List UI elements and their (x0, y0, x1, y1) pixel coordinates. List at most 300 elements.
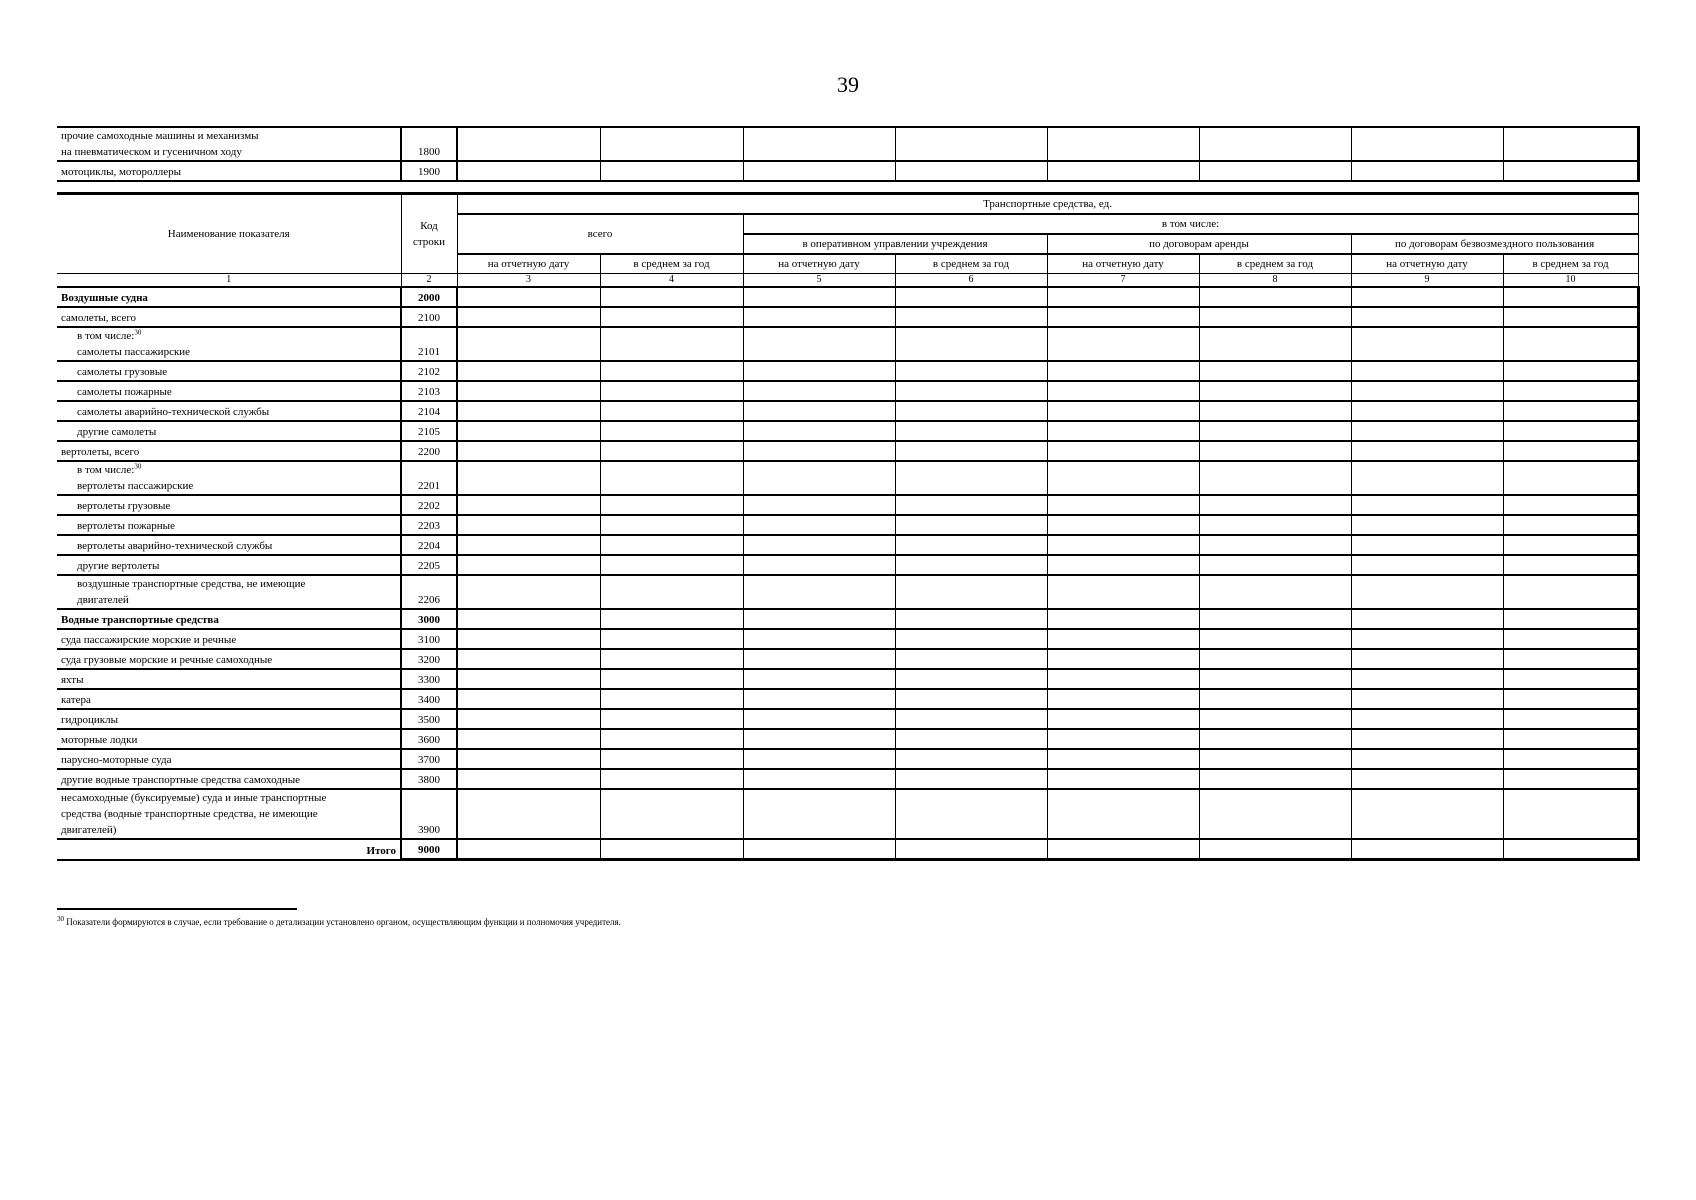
value-cell[interactable] (895, 769, 1047, 789)
table-row (57, 307, 1638, 327)
value-cell[interactable] (457, 609, 600, 629)
value-cell[interactable] (457, 461, 600, 495)
table-row (57, 689, 1638, 709)
value-cell[interactable] (457, 287, 600, 307)
value-cell[interactable] (895, 749, 1047, 769)
value-cell[interactable] (1199, 535, 1351, 555)
table-row (57, 161, 1638, 181)
value-cell[interactable] (457, 161, 600, 181)
value-cell[interactable] (600, 307, 743, 327)
value-cell[interactable] (1047, 441, 1199, 461)
value-cell[interactable] (743, 649, 895, 669)
value-cell[interactable] (600, 555, 743, 575)
value-cell[interactable] (1351, 361, 1503, 381)
value-cell[interactable] (743, 789, 895, 839)
footnote-mark: 30 (134, 328, 142, 337)
header-na-datu: на отчетную дату (1047, 254, 1199, 274)
value-cell[interactable] (895, 609, 1047, 629)
value-cell[interactable] (895, 689, 1047, 709)
value-cell[interactable] (600, 575, 743, 609)
row-name (57, 709, 401, 729)
row-code: 2103 (401, 381, 457, 401)
value-cell[interactable] (895, 515, 1047, 535)
value-cell[interactable] (1503, 535, 1638, 555)
row-name-text: катера (61, 694, 91, 706)
value-cell[interactable] (1199, 401, 1351, 421)
value-cell[interactable] (1503, 381, 1638, 401)
value-cell[interactable] (600, 629, 743, 649)
value-cell[interactable] (1047, 307, 1199, 327)
value-cell[interactable] (1047, 401, 1199, 421)
value-cell[interactable] (1199, 461, 1351, 495)
value-cell[interactable] (1351, 689, 1503, 709)
value-cell[interactable] (1047, 361, 1199, 381)
table-row (57, 515, 1638, 535)
table-row (57, 789, 1638, 839)
row-name-text: другие вертолеты (77, 560, 160, 572)
header-vsego: всего (457, 214, 743, 254)
value-cell[interactable] (895, 495, 1047, 515)
value-cell[interactable] (1047, 709, 1199, 729)
value-cell[interactable] (1199, 729, 1351, 749)
column-number: 3 (457, 274, 600, 288)
value-cell[interactable] (1503, 789, 1638, 839)
total-code: 9000 (401, 839, 457, 860)
value-cell[interactable] (1351, 401, 1503, 421)
value-cell[interactable] (743, 689, 895, 709)
value-cell[interactable] (895, 307, 1047, 327)
value-cell[interactable] (743, 535, 895, 555)
value-cell[interactable] (457, 421, 600, 441)
value-cell[interactable] (457, 401, 600, 421)
value-cell[interactable] (1047, 381, 1199, 401)
value-cell[interactable] (457, 361, 600, 381)
value-cell[interactable] (743, 421, 895, 441)
value-cell[interactable] (600, 441, 743, 461)
table-row (57, 495, 1638, 515)
value-cell[interactable] (1047, 609, 1199, 629)
table-row (57, 629, 1638, 649)
row-code: 1900 (401, 161, 457, 181)
value-cell[interactable] (1503, 461, 1638, 495)
row-name-pre (77, 328, 396, 344)
header-transport: Транспортные средства, ед. (457, 194, 1638, 215)
value-cell[interactable] (743, 495, 895, 515)
value-cell[interactable] (1047, 287, 1199, 307)
value-cell[interactable] (600, 729, 743, 749)
table-row (57, 709, 1638, 729)
value-cell[interactable] (1351, 287, 1503, 307)
value-cell[interactable] (457, 749, 600, 769)
value-cell[interactable] (1199, 161, 1351, 181)
value-cell[interactable] (1047, 669, 1199, 689)
row-code: 2101 (401, 327, 457, 361)
row-name-text: яхты (61, 674, 84, 686)
value-cell[interactable] (1199, 421, 1351, 441)
value-cell[interactable] (1351, 769, 1503, 789)
table-row (57, 769, 1638, 789)
value-cell[interactable] (1047, 839, 1199, 860)
value-cell[interactable] (1503, 161, 1638, 181)
value-cell[interactable] (600, 839, 743, 860)
table-row (57, 461, 1638, 495)
table-row (57, 609, 1638, 629)
value-cell[interactable] (1351, 515, 1503, 535)
row-name-text: двигателей (77, 594, 129, 606)
value-cell[interactable] (1199, 609, 1351, 629)
value-cell[interactable] (1047, 575, 1199, 609)
value-cell[interactable] (1351, 669, 1503, 689)
row-name (57, 307, 401, 327)
row-name (57, 441, 401, 461)
row-name (57, 649, 401, 669)
value-cell[interactable] (600, 789, 743, 839)
value-cell[interactable] (457, 495, 600, 515)
value-cell[interactable] (600, 515, 743, 535)
value-cell[interactable] (600, 401, 743, 421)
value-cell[interactable] (743, 401, 895, 421)
value-cell[interactable] (1047, 127, 1199, 161)
value-cell[interactable] (1199, 709, 1351, 729)
header-na-datu: на отчетную дату (743, 254, 895, 274)
row-name-text: вертолеты пожарные (77, 520, 175, 532)
value-cell[interactable] (743, 749, 895, 769)
value-cell[interactable] (1351, 441, 1503, 461)
value-cell[interactable] (895, 535, 1047, 555)
value-cell[interactable] (1047, 535, 1199, 555)
value-cell[interactable] (1199, 575, 1351, 609)
row-code: 2200 (401, 441, 457, 461)
value-cell[interactable] (457, 709, 600, 729)
value-cell[interactable] (743, 609, 895, 629)
value-cell[interactable] (1351, 629, 1503, 649)
value-cell[interactable] (1351, 421, 1503, 441)
value-cell[interactable] (457, 689, 600, 709)
value-cell[interactable] (1199, 327, 1351, 361)
value-cell[interactable] (743, 461, 895, 495)
row-name-text: двигателей) (61, 824, 117, 836)
value-cell[interactable] (457, 515, 600, 535)
value-cell[interactable] (1503, 307, 1638, 327)
column-number: 4 (600, 274, 743, 288)
row-name-text: самолеты пожарные (77, 386, 172, 398)
value-cell[interactable] (1503, 441, 1638, 461)
row-name-pre: средства (водные транспортные средства, не имеющие (61, 808, 318, 820)
value-cell[interactable] (600, 381, 743, 401)
row-name-line: прочие самоходные машины и механизмы (61, 130, 259, 142)
value-cell[interactable] (1503, 361, 1638, 381)
value-cell[interactable] (1351, 789, 1503, 839)
value-cell[interactable] (457, 441, 600, 461)
value-cell[interactable] (1047, 515, 1199, 535)
value-cell[interactable] (743, 629, 895, 649)
value-cell[interactable] (1199, 361, 1351, 381)
value-cell[interactable] (1047, 555, 1199, 575)
row-name (57, 461, 401, 495)
value-cell[interactable] (457, 729, 600, 749)
value-cell[interactable] (1503, 649, 1638, 669)
row-code: 2204 (401, 535, 457, 555)
value-cell[interactable] (895, 381, 1047, 401)
value-cell[interactable] (895, 669, 1047, 689)
value-cell[interactable] (1199, 127, 1351, 161)
row-code: 2104 (401, 401, 457, 421)
value-cell[interactable] (895, 629, 1047, 649)
value-cell[interactable] (600, 709, 743, 729)
value-cell[interactable] (895, 575, 1047, 609)
value-cell[interactable] (1351, 495, 1503, 515)
table-row (57, 441, 1638, 461)
value-cell[interactable] (1351, 709, 1503, 729)
value-cell[interactable] (895, 729, 1047, 749)
page-number: 39 (837, 72, 859, 97)
value-cell[interactable] (1199, 629, 1351, 649)
value-cell[interactable] (600, 421, 743, 441)
value-cell[interactable] (457, 649, 600, 669)
value-cell[interactable] (1351, 381, 1503, 401)
row-name (57, 515, 401, 535)
value-cell[interactable] (1351, 555, 1503, 575)
value-cell[interactable] (895, 839, 1047, 860)
value-cell[interactable] (743, 127, 895, 161)
value-cell[interactable] (895, 401, 1047, 421)
value-cell[interactable] (457, 535, 600, 555)
row-name (57, 327, 401, 361)
value-cell[interactable] (600, 669, 743, 689)
value-cell[interactable] (1351, 575, 1503, 609)
value-cell[interactable] (743, 381, 895, 401)
value-cell[interactable] (743, 709, 895, 729)
value-cell[interactable] (1351, 839, 1503, 860)
value-cell[interactable] (1199, 441, 1351, 461)
value-cell[interactable] (743, 575, 895, 609)
footnote-text: Показатели формируются в случае, если требование о детализации установлено органом, осуществляющим функции и полномочия учредителя. (64, 917, 621, 927)
value-cell[interactable] (457, 307, 600, 327)
total-label: Итого (57, 839, 401, 860)
value-cell[interactable] (600, 649, 743, 669)
table-row (57, 421, 1638, 441)
value-cell[interactable] (895, 421, 1047, 441)
row-pre-text: в том числе: (77, 330, 135, 342)
row-name-text: Воздушные судна (61, 292, 148, 304)
value-cell[interactable] (1503, 127, 1638, 161)
value-cell[interactable] (743, 441, 895, 461)
value-cell[interactable] (1047, 749, 1199, 769)
value-cell[interactable] (895, 441, 1047, 461)
value-cell[interactable] (457, 629, 600, 649)
row-name (57, 381, 401, 401)
row-name-pre (77, 576, 396, 592)
row-code: 2202 (401, 495, 457, 515)
value-cell[interactable] (895, 709, 1047, 729)
value-cell[interactable] (743, 361, 895, 381)
value-cell[interactable] (1503, 689, 1638, 709)
row-name-text: другие водные транспортные средства самоходные (61, 774, 301, 786)
value-cell[interactable] (600, 769, 743, 789)
value-cell[interactable] (1047, 789, 1199, 839)
row-name (57, 535, 401, 555)
row-code: 2203 (401, 515, 457, 535)
value-cell[interactable] (457, 127, 600, 161)
row-name (57, 495, 401, 515)
row-name-text: другие самолеты (77, 426, 157, 438)
value-cell[interactable] (1503, 729, 1638, 749)
transport-table (57, 192, 1640, 861)
value-cell[interactable] (895, 649, 1047, 669)
value-cell[interactable] (895, 461, 1047, 495)
value-cell[interactable] (600, 327, 743, 361)
row-name (57, 161, 401, 181)
value-cell[interactable] (743, 515, 895, 535)
value-cell[interactable] (1351, 729, 1503, 749)
column-number: 2 (401, 274, 457, 288)
value-cell[interactable] (1199, 495, 1351, 515)
value-cell[interactable] (1047, 649, 1199, 669)
value-cell[interactable] (895, 127, 1047, 161)
value-cell[interactable] (457, 575, 600, 609)
value-cell[interactable] (1351, 461, 1503, 495)
value-cell[interactable] (895, 161, 1047, 181)
value-cell[interactable] (1503, 769, 1638, 789)
value-cell[interactable] (457, 769, 600, 789)
value-cell[interactable] (1047, 689, 1199, 709)
value-cell[interactable] (743, 327, 895, 361)
value-cell[interactable] (1503, 495, 1638, 515)
value-cell[interactable] (1199, 689, 1351, 709)
value-cell[interactable] (1199, 839, 1351, 860)
value-cell[interactable] (1503, 839, 1638, 860)
value-cell[interactable] (743, 161, 895, 181)
value-cell[interactable] (600, 609, 743, 629)
row-name-pre: несамоходные (буксируемые) суда и иные транспортные (61, 792, 327, 804)
value-cell[interactable] (457, 327, 600, 361)
row-code: 2100 (401, 307, 457, 327)
value-cell[interactable] (743, 555, 895, 575)
header-name: Наименование показателя (57, 194, 401, 274)
value-cell[interactable] (1047, 769, 1199, 789)
value-cell[interactable] (743, 669, 895, 689)
value-cell[interactable] (600, 535, 743, 555)
value-cell[interactable] (743, 729, 895, 749)
value-cell[interactable] (1047, 421, 1199, 441)
value-cell[interactable] (1199, 515, 1351, 535)
row-code: 3300 (401, 669, 457, 689)
value-cell[interactable] (457, 789, 600, 839)
value-cell[interactable] (1351, 127, 1503, 161)
value-cell[interactable] (1351, 649, 1503, 669)
value-cell[interactable] (1503, 629, 1638, 649)
row-code: 2201 (401, 461, 457, 495)
value-cell[interactable] (1351, 749, 1503, 769)
column-number: 5 (743, 274, 895, 288)
header-v-srednem: в среднем за год (1199, 254, 1351, 274)
value-cell[interactable] (1503, 669, 1638, 689)
value-cell[interactable] (1503, 609, 1638, 629)
value-cell[interactable] (1199, 287, 1351, 307)
value-cell[interactable] (743, 769, 895, 789)
value-cell[interactable] (1047, 629, 1199, 649)
row-name (57, 789, 401, 839)
value-cell[interactable] (600, 749, 743, 769)
value-cell[interactable] (1199, 555, 1351, 575)
row-name-text: вертолеты пассажирские (77, 480, 194, 492)
value-cell[interactable] (600, 689, 743, 709)
value-cell[interactable] (1199, 649, 1351, 669)
row-name-text: вертолеты грузовые (77, 500, 171, 512)
value-cell[interactable] (1047, 495, 1199, 515)
value-cell[interactable] (1351, 327, 1503, 361)
value-cell[interactable] (600, 495, 743, 515)
value-cell[interactable] (600, 461, 743, 495)
value-cell[interactable] (743, 307, 895, 327)
row-name (57, 361, 401, 381)
value-cell[interactable] (1047, 461, 1199, 495)
value-cell[interactable] (1503, 327, 1638, 361)
value-cell[interactable] (895, 555, 1047, 575)
value-cell[interactable] (1351, 609, 1503, 629)
value-cell[interactable] (600, 161, 743, 181)
value-cell[interactable] (743, 287, 895, 307)
value-cell[interactable] (1047, 327, 1199, 361)
value-cell[interactable] (1047, 161, 1199, 181)
total-row (57, 839, 1638, 860)
value-cell[interactable] (600, 127, 743, 161)
value-cell[interactable] (457, 669, 600, 689)
value-cell[interactable] (1199, 381, 1351, 401)
value-cell[interactable] (1503, 555, 1638, 575)
row-name-text: Водные транспортные средства (61, 614, 219, 626)
value-cell[interactable] (895, 327, 1047, 361)
value-cell[interactable] (1351, 161, 1503, 181)
value-cell[interactable] (1503, 709, 1638, 729)
value-cell[interactable] (1503, 401, 1638, 421)
row-name-line: мотоциклы, мотороллеры (61, 166, 182, 178)
row-name (57, 575, 401, 609)
value-cell[interactable] (1503, 421, 1638, 441)
table-row (57, 575, 1638, 609)
value-cell[interactable] (1047, 729, 1199, 749)
value-cell[interactable] (1351, 307, 1503, 327)
value-cell[interactable] (1199, 669, 1351, 689)
value-cell[interactable] (1503, 515, 1638, 535)
table-row (57, 327, 1638, 361)
row-code: 3200 (401, 649, 457, 669)
value-cell[interactable] (743, 839, 895, 860)
table-row (57, 287, 1638, 307)
value-cell[interactable] (1351, 535, 1503, 555)
value-cell[interactable] (1199, 789, 1351, 839)
value-cell[interactable] (1503, 575, 1638, 609)
row-code: 2000 (401, 287, 457, 307)
value-cell[interactable] (600, 287, 743, 307)
value-cell[interactable] (1199, 749, 1351, 769)
value-cell[interactable] (895, 789, 1047, 839)
value-cell[interactable] (457, 381, 600, 401)
row-name (57, 729, 401, 749)
value-cell[interactable] (895, 287, 1047, 307)
row-code: 3400 (401, 689, 457, 709)
value-cell[interactable] (1503, 287, 1638, 307)
value-cell[interactable] (1199, 307, 1351, 327)
value-cell[interactable] (895, 361, 1047, 381)
table-row (57, 749, 1638, 769)
value-cell[interactable] (457, 839, 600, 860)
value-cell[interactable] (1199, 769, 1351, 789)
value-cell[interactable] (600, 361, 743, 381)
value-cell[interactable] (457, 555, 600, 575)
row-code: 3100 (401, 629, 457, 649)
value-cell[interactable] (1503, 749, 1638, 769)
